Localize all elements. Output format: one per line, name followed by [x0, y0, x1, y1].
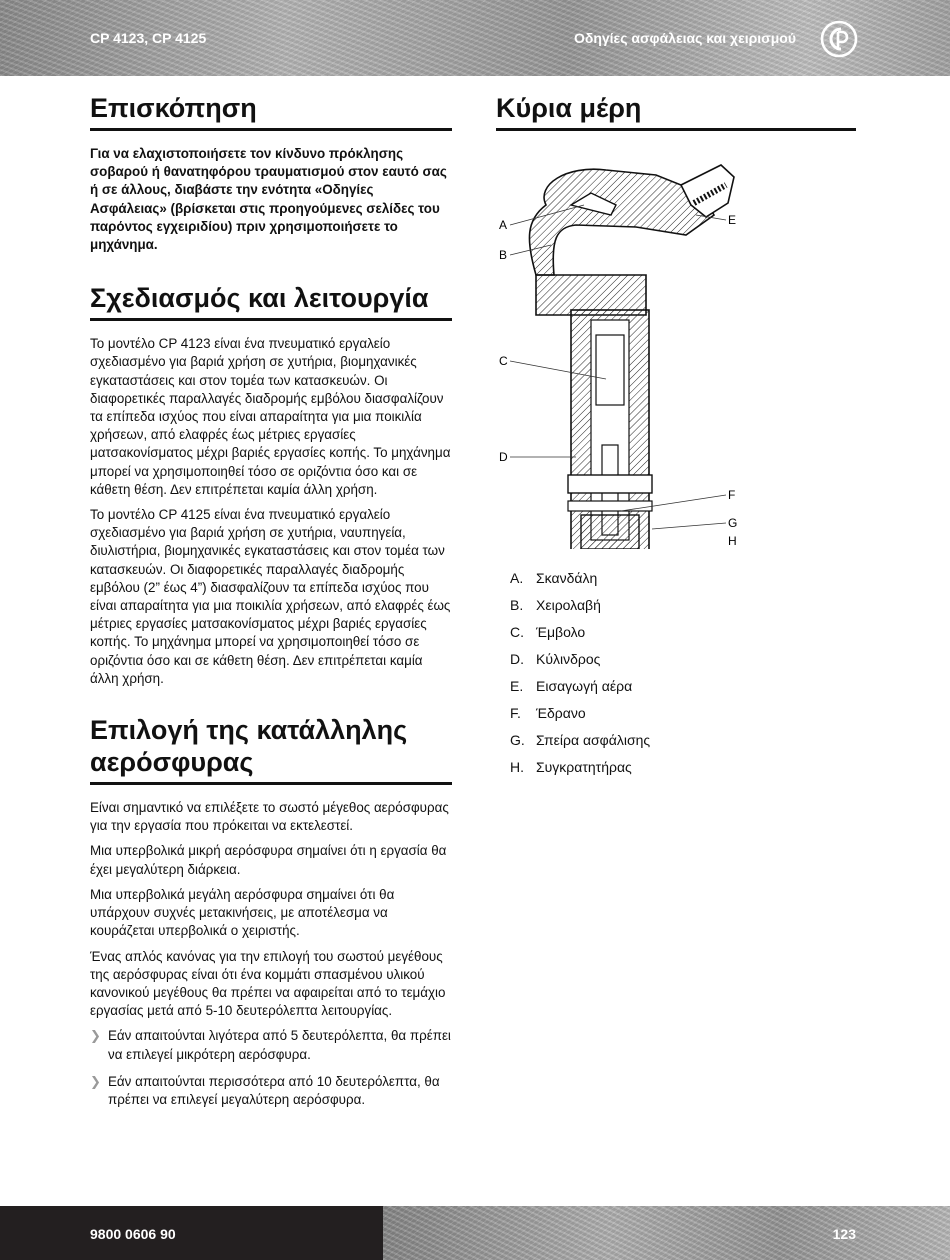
- hammer-paragraph-3: Μια υπερβολικά μεγάλη αερόσφυρα σημαίνει ότι θα υπάρχουν συχνές μετακινήσεις, με αποτέλεσμα να κουράζεται υπερβολικά ο χειριστής.: [90, 886, 395, 939]
- cp-logo-icon: [820, 20, 858, 58]
- header-doc-id: CP 4123, CP 4125: [90, 30, 207, 46]
- chevron-right-icon: ❯: [90, 1028, 101, 1044]
- part-letter: F.: [510, 705, 521, 721]
- hammer-paragraph-2: Μια υπερβολικά μικρή αερόσφυρα σημαίνει ότι η εργασία θα έχει μεγαλύτερη διάρκεια.: [90, 843, 447, 877]
- design-paragraph-2: Το μοντέλο CP 4125 είναι ένα πνευματικό εργαλείο σχεδιασμένο για βαριά χρήση σε χυτήρια, ναυπηγεία, διυλιστήρια, βιομηχανικές εγκαταστάσεις και στον τομέα των κατασκευών. Οι διαφορετικές παραλλαγές διαδρομής εμβόλου (2” έως 4”) διασφαλίζουν τα επίπεδα ισχύος που είναι απαραίτητα για μια ποικιλία χρήσεων, από ελαφρές έως μέτριες εργασίες ματσακονίσματος μέχρι βαριές εργασίες κοπής. Το μηχάνημα μπορεί να χρησιμοποιηθεί τόσο σε οριζόντια όσο και σε κάθετη θέση. Δεν επιτρέπεται καμία άλλη χρήση.: [90, 507, 451, 686]
- hammer-bullet-list: [90, 1027, 452, 1109]
- bullet-text: Εάν απαιτούνται λιγότερα από 5 δευτερόλεπτα, θα πρέπει να επιλεγεί μικρότερη αερόσφυρα.: [108, 1028, 451, 1062]
- part-label: Κύλινδρος: [536, 651, 601, 667]
- footer-page-number: 123: [832, 1226, 856, 1242]
- list-item: [510, 727, 856, 754]
- diagram-label-h: H: [728, 534, 737, 548]
- hammer-paragraph-1: Είναι σημαντικό να επιλέξετε το σωστό μέγεθος αερόσφυρας για την εργασία που πρόκειται να εκτελεστεί.: [90, 800, 449, 834]
- diagram-label-g: G: [728, 516, 738, 530]
- main-parts-heading: Κύρια μέρη: [496, 92, 856, 131]
- list-item: [510, 592, 856, 619]
- list-item: [510, 565, 856, 592]
- overview-section: [90, 92, 452, 254]
- page-footer-right: [383, 1206, 950, 1260]
- part-letter: C.: [510, 624, 524, 640]
- page-footer-left: [0, 1206, 383, 1260]
- part-letter: B.: [510, 597, 524, 613]
- diagram-label-b: B: [499, 248, 508, 262]
- list-item: [510, 619, 856, 646]
- design-heading: Σχεδιασμός και λειτουργία: [90, 282, 452, 321]
- list-item: [510, 700, 856, 727]
- list-item: [90, 1027, 452, 1063]
- hammer-cutaway-illustration: [496, 145, 856, 549]
- part-letter: H.: [510, 759, 524, 775]
- diagram-label-e: E: [728, 213, 737, 227]
- part-label: Έμβολο: [536, 624, 586, 640]
- part-label: Σκανδάλη: [536, 570, 598, 586]
- hammer-selection-section: [90, 714, 452, 1109]
- main-parts-list: [496, 565, 856, 781]
- left-column: [90, 92, 452, 1118]
- bullet-text: Εάν απαιτούνται περισσότερα από 10 δευτερόλεπτα, θα πρέπει να επιλεγεί μεγαλύτερη αερόσφυρα.: [108, 1073, 440, 1107]
- diagram-label-d: D: [499, 450, 508, 464]
- overview-heading: Επισκόπηση: [90, 92, 452, 131]
- diagram-label-c: C: [499, 354, 508, 368]
- chipping-hammer-diagram: [496, 145, 856, 549]
- part-label: Συγκρατητήρας: [536, 759, 632, 775]
- overview-lead: Για να ελαχιστοποιήσετε τον κίνδυνο πρόκλησης σοβαρού ή θανατηφόρου τραυματισμού στον εαυτό σας ή σε άλλους, διαβάστε την ενότητα «Οδηγίες Ασφάλειας» (βρίσκεται στις προηγούμενες σελίδες του παρόντος εγχειριδίου) πριν χρησιμοποιήσετε το μηχάνημα.: [90, 146, 447, 253]
- design-section: [90, 282, 452, 688]
- part-letter: A.: [510, 570, 524, 586]
- part-label: Εισαγωγή αέρα: [536, 678, 633, 694]
- list-item: [510, 754, 856, 781]
- header-title: Οδηγίες ασφάλειας και χειρισμού: [573, 30, 796, 46]
- diagram-label-a: A: [499, 218, 508, 232]
- list-item: [510, 646, 856, 673]
- page-header: [0, 0, 950, 76]
- part-letter: D.: [510, 651, 524, 667]
- part-letter: E.: [510, 678, 524, 694]
- list-item: [90, 1073, 452, 1109]
- part-label: Χειρολαβή: [536, 597, 601, 613]
- diagram-label-f: F: [728, 488, 736, 502]
- design-paragraph-1: Το μοντέλο CP 4123 είναι ένα πνευματικό εργαλείο σχεδιασμένο για βαριά χρήση σε χυτήρια, βιομηχανικές εγκαταστάσεις και στον τομέα των κατασκευών. Οι διαφορετικές παραλλαγές διαδρομής εμβόλου διασφαλίζουν τα επίπεδα ισχύος που είναι απαραίτητα για μια ποικιλία χρήσεων, από ελαφρές έως μέτριες εργασίες ματσακονίσματος μέχρι βαριές εργασίες κοπής. Το μηχάνημα μπορεί να χρησιμοποιηθεί τόσο σε οριζόντια όσο και σε κάθετη θέση. Δεν επιτρέπεται καμία άλλη χρήση.: [90, 336, 451, 497]
- footer-part-number: 9800 0606 90: [90, 1226, 176, 1242]
- part-label: Έδρανο: [536, 705, 586, 721]
- part-label: Σπείρα ασφάλισης: [536, 732, 651, 748]
- hammer-selection-heading: Επιλογή της κατάλληλης αερόσφυρας: [90, 714, 452, 785]
- right-column: [496, 92, 856, 781]
- hammer-paragraph-4: Ένας απλός κανόνας για την επιλογή του σωστού μεγέθους της αερόσφυρας είναι ότι ένα κομμάτι σπασμένου υλικού κανονικού μεγέθους θα πρέπει να αφαιρείται από το τεμάχιο εργασίας μετά από 5-10 δευτερόλεπτα λειτουργίας.: [90, 948, 446, 1019]
- part-letter: G.: [510, 732, 525, 748]
- list-item: [510, 673, 856, 700]
- chevron-right-icon: ❯: [90, 1073, 101, 1089]
